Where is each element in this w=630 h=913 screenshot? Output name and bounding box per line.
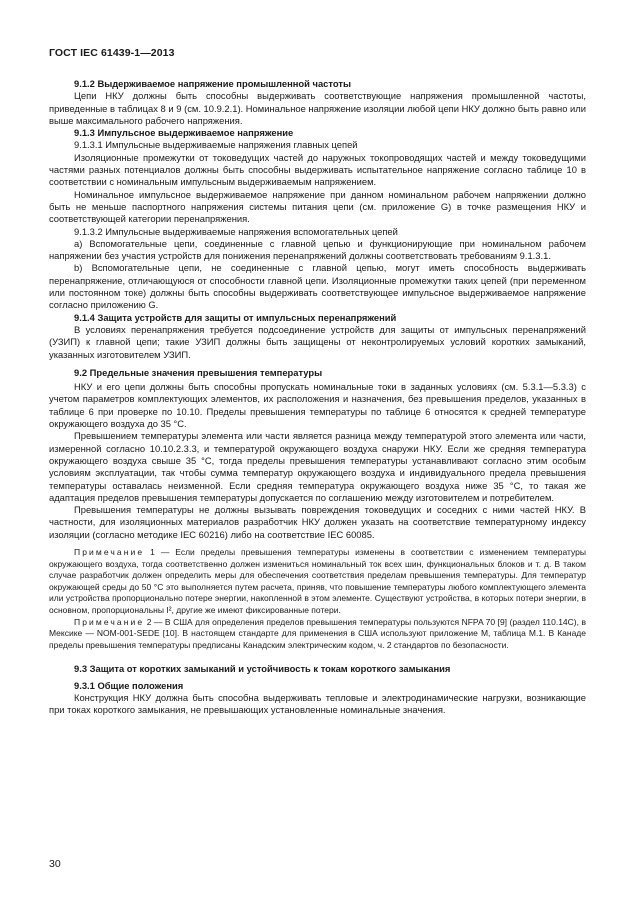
note-1 <box>49 547 586 617</box>
paragraph: Превышения температуры не должны вызывать повреждения токоведущих и соседних с ними частей НКУ. В частности, для изоляционных материалов разработчик НКУ должен указать на соответствие температурному индексу изоляции (согласно методике IEC 60216) либо на соответствие IEC 60085. <box>49 504 586 540</box>
note-text: 2 — В США для определения пределов превышения температуры пользуются NFPA 70 [9] (раздел 110.14С), в Мексике — NOM-001-SEDE [10]. В настоящем стандарте для применения в США используют приложение М, таблица М.1. В Канаде пределы превышения температуры предписаны Канадским электрическим кодом, ч. 2 стандартов по безопасности. <box>49 616 586 650</box>
subheading-9-1-3-2: 9.1.3.2 Импульсные выдерживаемые напряжения вспомогательных цепей <box>74 225 398 237</box>
note-label: Примечание <box>74 546 145 557</box>
note-2 <box>49 617 586 652</box>
heading-9-2: 9.2 Предельные значения превышения температуры <box>74 366 323 378</box>
paragraph: Превышением температуры элемента или части является разница между температурой этого элемента или части, измеренной согласно 10.10.2.3.3, и температурой окружающего воздуха снаружи НКУ. Если же средняя температура окружающего воздуха свыше 35 °С, тогда пределы превышения температуры устанавливают согласно этим особым условиям эксплуатации, так чтобы сумма температур окружающего воздуха и индивидуального предела превышения температуры оставалась неизменной. Если средняя температура окружающего воздуха ниже 35 °С, то такая же адаптация пределов превышения температуры допускается по соглашению между изготовителем и потребителем. <box>49 430 586 503</box>
paragraph: НКУ и его цепи должны быть способны пропускать номинальные токи в заданных условиях (см. 5.3.1—5.3.3) с учетом параметров комплектующих элементов, их расположения и назначения, без превышения пределов, указанных в таблице 6 при проверке по 10.10. Пределы превышения температуры по таблице 6 относятся к средней температуре окружающего воздуха до 35 °С. <box>49 381 586 430</box>
page-content <box>49 78 586 717</box>
list-item-a: а) Вспомогательные цепи, соединенные с главной цепью и функционирующие при номинальном рабочем напряжении без участия устройств для понижения перенапряжений должны соответствовать требованиям 9.1.3.1. <box>49 237 586 262</box>
heading-9-3: 9.3 Защита от коротких замыканий и устойчивость к токам короткого замыкания <box>74 663 451 675</box>
list-item-b: b) Вспомогательные цепи, не соединенные с главной цепью, могут иметь способность выдерживать перенапряжение, отличающуюся от способности главной цепи. Изоляционные промежутки таких цепей (при переменном или постоянном токе) должны быть способны выдерживать соответствующее импульсное выдерживаемое напряжение согласно приложению G. <box>49 262 586 311</box>
note-text: 1 — Если пределы превышения температуры изменены в соответствии с изменением температуры окружающего воздуха, тогда соответственно должен измениться номинальный ток всех шин, функциональных блоков и т. д. В таком случае разработчик должен определить меры для обеспечения соответствия пределам превышения температуры. Для температур окружающей среды до 50 °С это выполняется путем расчета, приняв, что повышение температуры любого комплектующего элемента или устройства пропорционально потере энергии, накопленной в этом элементе. Существуют устройства, в которых потери энергии, в основном, пропорциональны I², другие же имеют фиксированные потери. <box>49 546 586 615</box>
paragraph: Конструкция НКУ должна быть способна выдерживать тепловые и электродинамические нагрузки, возникающие при токах короткого замыкания, не превышающих установленные номинальные значения. <box>49 691 586 716</box>
standard-header: ГОСТ IEC 61439-1—2013 <box>49 47 175 59</box>
heading-9-3-1: 9.3.1 Общие положения <box>74 679 184 691</box>
paragraph: Цепи НКУ должны быть способны выдерживать соответствующие напряжения промышленной частоты, приведенные в таблицах 8 и 9 (см. 10.9.2.1). Номинальное напряжение изоляции любой цепи НКУ должно быть равно или выше максимального рабочего напряжения. <box>49 90 586 126</box>
paragraph: Номинальное импульсное выдерживаемое напряжение при данном номинальном рабочем напряжении должно быть не меньше паспортного напряжения системы питания цепи (см. приложение G) в точке размещения НКУ и соответствующей категории перенапряжения. <box>49 188 586 225</box>
page-number: 30 <box>49 858 61 870</box>
heading-9-1-3: 9.1.3 Импульсное выдерживаемое напряжение <box>74 127 294 139</box>
note-label: Примечание <box>74 616 145 627</box>
subheading-9-1-3-1: 9.1.3.1 Импульсные выдерживаемые напряжения главных цепей <box>74 139 358 151</box>
heading-9-1-2: 9.1.2 Выдерживаемое напряжение промышленной частоты <box>74 78 351 89</box>
paragraph: Изоляционные промежутки от токоведущих частей до наружных токопроводящих частей и между токоведущими частями разных потенциалов должны быть способны выдерживать испытательное напряжение согласно таблице 10 в соответствии с номинальным импульсным выдерживаемым напряжением. <box>49 151 586 188</box>
paragraph: В условиях перенапряжения требуется подсоединение устройств для защиты от импульсных перенапряжений (УЗИП) к главной цепи; такие УЗИП должны быть защищены от неконтролируемых условий коротких замыканий, указанных изготовителем УЗИП. <box>49 323 586 360</box>
heading-9-1-4: 9.1.4 Защита устройств для защиты от импульсных перенапряжений <box>74 311 397 323</box>
